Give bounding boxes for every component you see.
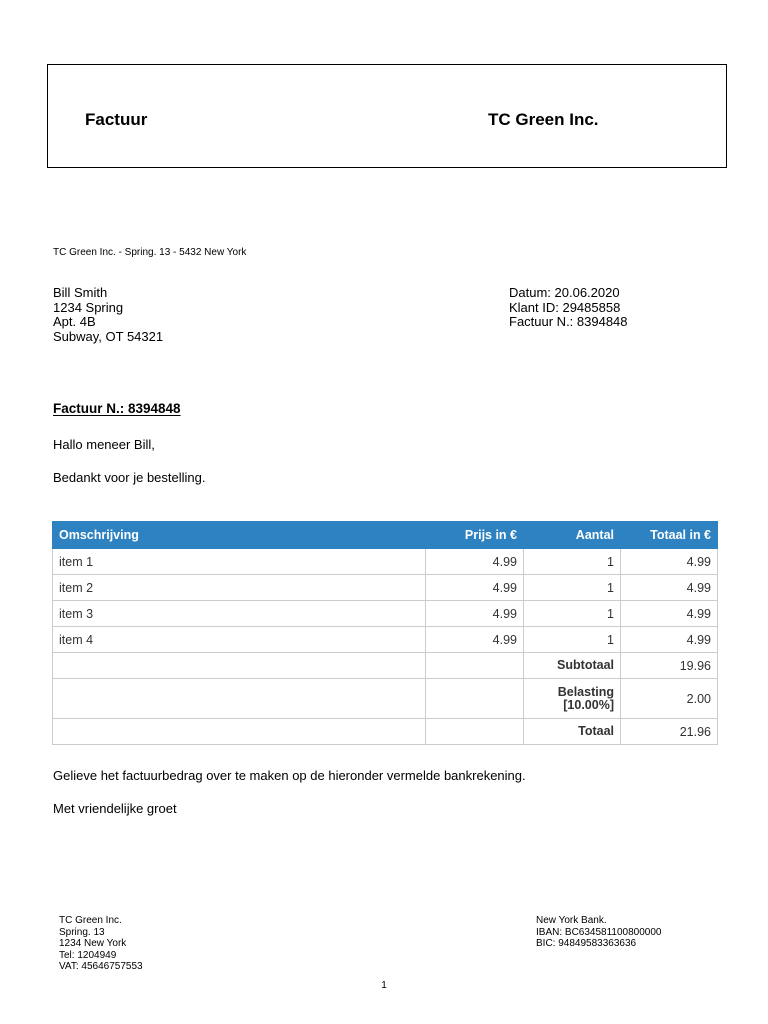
empty-cell xyxy=(53,653,426,679)
tax-value: 2.00 xyxy=(621,679,718,719)
column-header-total: Totaal in € xyxy=(621,522,718,549)
table-row xyxy=(53,549,718,575)
document-title: Factuur xyxy=(85,110,148,129)
footer-bank-iban: IBAN: BC634581100800000 xyxy=(536,926,662,938)
subtotal-row xyxy=(53,653,718,679)
closing-text: Met vriendelijke groet xyxy=(53,801,177,816)
empty-cell xyxy=(426,719,524,745)
recipient-apartment: Apt. 4B xyxy=(53,314,96,329)
item-price: 4.99 xyxy=(426,549,524,575)
item-description: item 1 xyxy=(53,549,426,575)
recipient-address xyxy=(53,286,163,344)
tax-label xyxy=(524,679,621,719)
invoice-heading: Factuur N.: 8394848 xyxy=(53,401,181,416)
subtotal-label: Subtotaal xyxy=(524,653,621,679)
column-header-price: Prijs in € xyxy=(426,522,524,549)
footer-company-vat: VAT: 45646757553 xyxy=(59,961,143,972)
invoice-meta xyxy=(509,286,628,330)
greeting-text: Hallo meneer Bill, xyxy=(53,437,155,452)
invoice-items-table xyxy=(52,521,718,745)
item-quantity: 1 xyxy=(524,627,621,653)
total-value: 21.96 xyxy=(621,719,718,745)
item-price: 4.99 xyxy=(426,627,524,653)
item-price: 4.99 xyxy=(426,601,524,627)
item-total: 4.99 xyxy=(621,601,718,627)
item-description: item 3 xyxy=(53,601,426,627)
table-header-row xyxy=(53,522,718,549)
footer-company-info xyxy=(59,915,143,973)
empty-cell xyxy=(426,653,524,679)
tax-label-line1: Belasting xyxy=(557,684,614,699)
footer-company-street: Spring. 13 xyxy=(59,926,105,938)
item-quantity: 1 xyxy=(524,549,621,575)
footer-company-city: 1234 New York xyxy=(59,938,127,949)
item-quantity: 1 xyxy=(524,575,621,601)
tax-label-line2: [10.00%] xyxy=(563,697,614,712)
table-row xyxy=(53,627,718,653)
sender-address-line: TC Green Inc. - Spring. 13 - 5432 New York xyxy=(53,247,247,258)
empty-cell xyxy=(426,679,524,719)
column-header-quantity: Aantal xyxy=(524,522,621,549)
recipient-city: Subway, OT 54321 xyxy=(53,328,164,344)
table-row xyxy=(53,575,718,601)
recipient-name: Bill Smith xyxy=(53,285,108,300)
thanks-text: Bedankt voor je bestelling. xyxy=(53,470,206,485)
footer-company-name: TC Green Inc. xyxy=(59,915,122,926)
footer-bank-bic: BIC: 94849583363636 xyxy=(536,938,637,949)
total-label: Totaal xyxy=(524,719,621,745)
company-name-title: TC Green Inc. xyxy=(488,110,599,129)
item-description: item 4 xyxy=(53,627,426,653)
invoice-date: Datum: 20.06.2020 xyxy=(509,285,620,300)
footer-bank-name: New York Bank. xyxy=(536,915,607,926)
item-quantity: 1 xyxy=(524,601,621,627)
item-total: 4.99 xyxy=(621,627,718,653)
payment-instruction: Gelieve het factuurbedrag over te maken op de hieronder vermelde bankrekening. xyxy=(53,768,526,783)
column-header-description: Omschrijving xyxy=(53,522,426,549)
invoice-number: Factuur N.: 8394848 xyxy=(509,314,628,329)
recipient-street: 1234 Spring xyxy=(53,299,124,315)
footer-company-tel: Tel: 1204949 xyxy=(59,949,117,961)
table-row xyxy=(53,601,718,627)
item-description: item 2 xyxy=(53,575,426,601)
invoice-header-box xyxy=(47,64,727,168)
subtotal-value: 19.96 xyxy=(621,653,718,679)
footer-bank-info xyxy=(536,915,661,950)
total-row xyxy=(53,719,718,745)
item-total: 4.99 xyxy=(621,549,718,575)
page-number: 1 xyxy=(381,980,387,991)
item-total: 4.99 xyxy=(621,575,718,601)
empty-cell xyxy=(53,679,426,719)
empty-cell xyxy=(53,719,426,745)
tax-row xyxy=(53,679,718,719)
customer-id: Klant ID: 29485858 xyxy=(509,299,621,315)
item-price: 4.99 xyxy=(426,575,524,601)
